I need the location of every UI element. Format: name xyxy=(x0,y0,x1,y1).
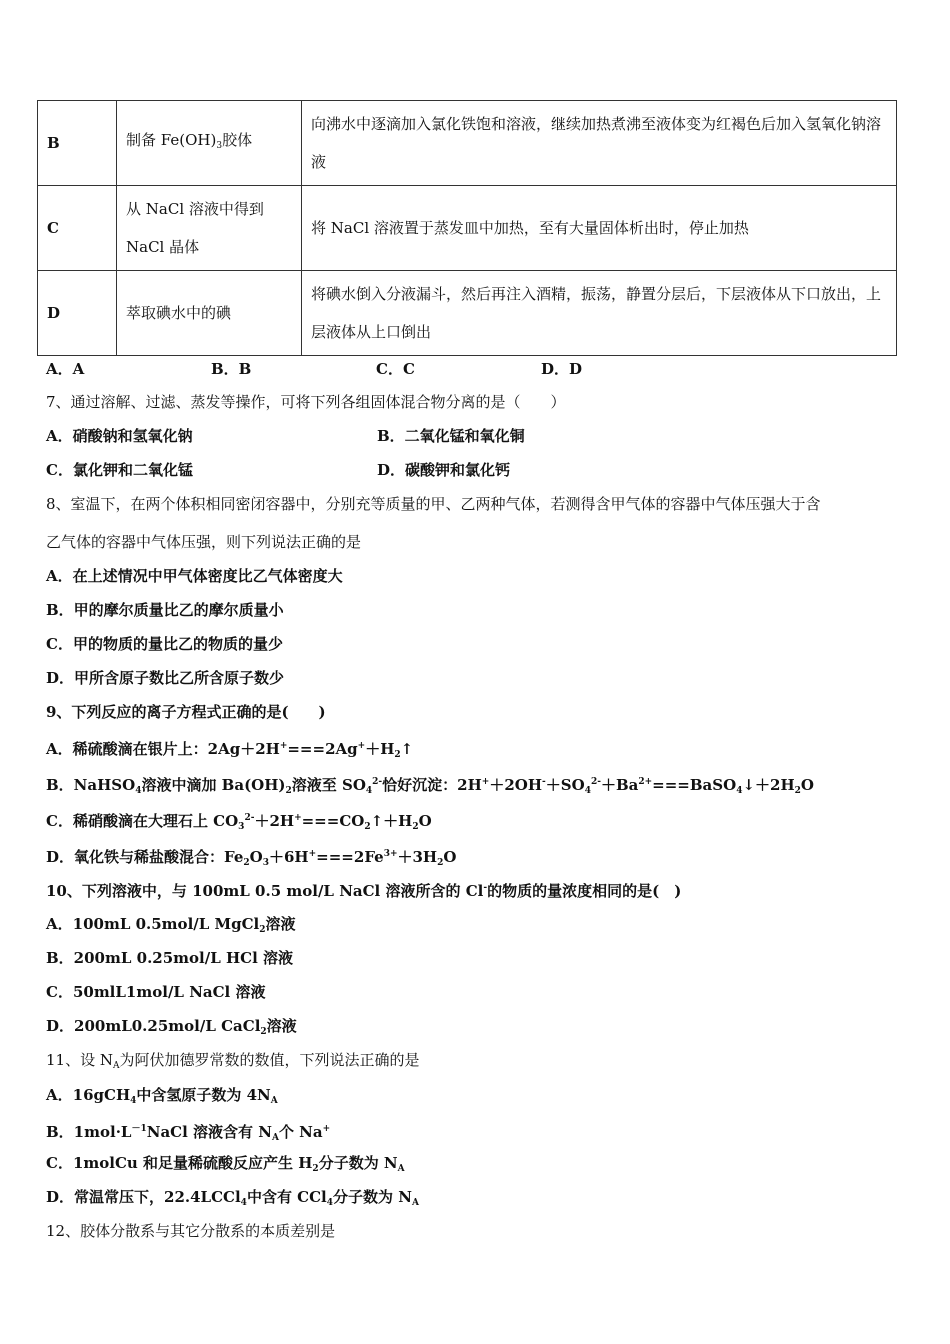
table-row xyxy=(38,271,897,356)
text-segment: D．200mL0.25mol/L CaCl xyxy=(46,1017,261,1035)
superscript: + xyxy=(322,1124,331,1134)
text-segment: 从 NaCl 溶液中得到 NaCl 晶体 xyxy=(126,200,264,256)
text-segment: ===2Fe xyxy=(316,848,384,866)
text-segment: ＋Ba xyxy=(600,776,639,794)
subscript: 2 xyxy=(364,822,371,832)
text-segment: D．氧化铁与稀盐酸混合：Fe xyxy=(46,848,244,866)
text-segment: 向沸水中逐滴加入氯化铁饱和溶液，继续加热煮沸至液体变为红褐色后加入氢氧化钠溶液 xyxy=(311,115,882,171)
answer-option xyxy=(46,600,284,620)
superscript: 2- xyxy=(372,777,383,787)
text-segment: D xyxy=(47,304,61,322)
text-segment: B．NaHSO xyxy=(46,776,136,794)
row-label xyxy=(38,101,117,186)
text-segment: ↑＋H xyxy=(370,812,413,830)
subscript: 3 xyxy=(238,822,245,832)
purpose-cell xyxy=(117,186,302,271)
subscript: A xyxy=(397,1164,405,1174)
text-segment: A．硝酸钠和氢氧化钠 xyxy=(46,427,193,445)
text-segment: 11、设 N xyxy=(46,1051,113,1069)
answer-option xyxy=(46,634,283,654)
answer-option xyxy=(46,772,814,801)
text-segment: 为阿伏加德罗常数的数值，下列说法正确的是 xyxy=(119,1051,420,1069)
text-segment: NaCl 溶液含有 N xyxy=(146,1123,272,1141)
subscript: 2 xyxy=(437,858,444,868)
text-segment: 8、室温下，在两个体积相同密闭容器中，分别充等质量的甲、乙两种气体，若测得含甲气体的容器中气体压强大于含 xyxy=(46,495,821,513)
superscript: + xyxy=(294,813,302,823)
text-segment: ＋2H xyxy=(254,812,295,830)
answer-option xyxy=(46,1119,330,1148)
subscript: A xyxy=(112,1061,120,1071)
subscript: 2 xyxy=(312,1164,319,1174)
purpose-cell xyxy=(117,271,302,356)
subscript: 4 xyxy=(736,786,743,796)
text-segment: ===CO xyxy=(301,812,365,830)
text-segment: ↑ xyxy=(400,740,414,758)
text-segment: C．1molCu 和足量稀硫酸反应产生 H xyxy=(46,1154,313,1172)
text-segment: 12、胶体分散系与其它分散系的本质差别是 xyxy=(46,1222,336,1240)
text-segment: C xyxy=(47,219,59,237)
text-segment: B．1mol·L xyxy=(46,1123,132,1141)
answer-option xyxy=(46,1153,405,1179)
question-stem xyxy=(46,392,566,412)
subscript: A xyxy=(270,1096,278,1106)
text-segment: O xyxy=(800,776,814,794)
method-cell xyxy=(302,101,897,186)
q6-options xyxy=(46,359,582,379)
subscript: 2 xyxy=(259,925,266,935)
answer-option xyxy=(46,914,296,940)
answer-option xyxy=(46,982,265,1002)
text-segment: B．200mL 0.25mol/L HCl 溶液 xyxy=(46,949,294,967)
text-segment: O xyxy=(443,848,457,866)
option-b: B．B xyxy=(211,360,252,378)
text-segment: 9、下列反应的离子方程式正确的是( ) xyxy=(46,703,326,721)
subscript: 4 xyxy=(326,1198,334,1208)
subscript: 2 xyxy=(412,822,419,832)
table-row xyxy=(38,101,897,186)
answer-option xyxy=(46,808,432,837)
subscript: A xyxy=(411,1198,419,1208)
subscript: 4 xyxy=(584,786,591,796)
superscript: －1 xyxy=(131,1124,147,1134)
method-cell xyxy=(302,271,897,356)
method-cell xyxy=(302,186,897,271)
subscript: 2 xyxy=(243,858,250,868)
subscript: 4 xyxy=(130,1096,137,1106)
text-segment: 中含氢原子数为 4N xyxy=(136,1086,271,1104)
text-segment: C．甲的物质的量比乙的物质的量少 xyxy=(46,635,283,653)
text-segment: D．碳酸钾和氯化钙 xyxy=(377,461,511,479)
answer-option xyxy=(46,702,326,722)
text-segment: B．二氧化锰和氧化铜 xyxy=(377,427,525,445)
table-row xyxy=(38,186,897,271)
text-segment: A．100mL 0.5mol/L MgCl xyxy=(46,915,260,933)
answer-option xyxy=(46,460,510,480)
subscript: 4 xyxy=(135,786,142,796)
text-segment: C．50mlL1mol/L NaCl 溶液 xyxy=(46,983,266,1001)
answer-option xyxy=(46,736,413,765)
superscript: + xyxy=(481,777,490,787)
purpose-cell xyxy=(117,101,302,186)
answer-option xyxy=(46,566,343,586)
text-segment: 分子数为 N xyxy=(333,1188,412,1206)
answer-option xyxy=(46,878,681,901)
text-segment: 中含有 CCl xyxy=(246,1188,327,1206)
text-segment: ＋H xyxy=(365,740,395,758)
text-segment: 溶液 xyxy=(266,1017,297,1035)
text-segment: D．常温常压下，22.4LCCl xyxy=(46,1188,241,1206)
subscript: 2 xyxy=(260,1027,267,1037)
text-segment: A．16gCH xyxy=(46,1086,131,1104)
answer-option xyxy=(46,426,525,446)
question-stem xyxy=(46,1221,335,1241)
text-segment: 的物质的量浓度相同的是( ) xyxy=(487,882,682,900)
option-c: C．C xyxy=(376,360,415,378)
subscript: 2 xyxy=(394,750,401,760)
text-segment: 将 NaCl 溶液置于蒸发皿中加热，至有大量固体析出时，停止加热 xyxy=(311,219,749,237)
answer-option xyxy=(46,948,293,968)
superscript: - xyxy=(542,777,546,787)
text-segment: ＋3H xyxy=(397,848,438,866)
answer-option xyxy=(46,1085,278,1111)
text-segment: 个 Na xyxy=(278,1123,323,1141)
text-segment: 溶液 xyxy=(265,915,296,933)
subscript: 3 xyxy=(262,858,269,868)
row-label xyxy=(38,186,117,271)
text-segment: A．稀硫酸滴在银片上：2Ag＋2H xyxy=(46,740,280,758)
text-segment: O xyxy=(418,812,432,830)
answer-option xyxy=(46,1016,297,1042)
subscript: 4 xyxy=(240,1198,247,1208)
text-segment: ↓＋2H xyxy=(742,776,795,794)
superscript: 3+ xyxy=(383,849,398,859)
text-segment: C．氯化钾和二氧化锰 xyxy=(46,461,193,479)
text-segment: D．甲所含原子数比乙所含原子数少 xyxy=(46,669,285,687)
text-segment: 7、通过溶解、过滤、蒸发等操作，可将下列各组固体混合物分离的是（ ） xyxy=(46,393,566,411)
text-segment: B xyxy=(47,134,60,152)
text-segment: 制备 Fe(OH) xyxy=(126,131,217,149)
text-segment: 恰好沉淀：2H xyxy=(382,776,482,794)
text-segment: C．稀硝酸滴在大理石上 CO xyxy=(46,812,239,830)
text-segment: ＋2OH xyxy=(489,776,543,794)
superscript: + xyxy=(279,741,288,751)
row-label xyxy=(38,271,117,356)
question-stem xyxy=(46,494,821,514)
superscript: + xyxy=(308,849,317,859)
option-a: A．A xyxy=(46,360,85,378)
text-segment: 将碘水倒入分液漏斗，然后再注入酒精，振荡，静置分层后，下层液体从下口放出，上层液体从上口倒出 xyxy=(311,285,882,341)
option-right xyxy=(377,460,510,480)
text-segment: 分子数为 N xyxy=(318,1154,398,1172)
text-segment: ===BaSO xyxy=(652,776,737,794)
question-stem xyxy=(46,1050,420,1076)
text-segment: O xyxy=(249,848,263,866)
text-segment: 10、下列溶液中，与 100mL 0.5 mol/L NaCl 溶液所含的 Cl xyxy=(46,882,484,900)
superscript: + xyxy=(357,741,366,751)
text-segment: ===2Ag xyxy=(287,740,358,758)
subscript: A xyxy=(271,1133,279,1143)
option-right xyxy=(377,426,525,446)
subscript: 3 xyxy=(216,141,223,151)
answer-option xyxy=(46,844,456,873)
text-segment: 萃取碘水中的碘 xyxy=(126,304,232,322)
question-stem xyxy=(46,532,361,552)
superscript: 2- xyxy=(244,813,255,823)
subscript: 4 xyxy=(365,786,373,796)
text-segment: 溶液至 SO xyxy=(291,776,366,794)
text-segment: 溶液中滴加 Ba(OH) xyxy=(141,776,286,794)
option-left xyxy=(46,426,377,446)
answer-option xyxy=(46,668,284,688)
text-segment: A．在上述情况中甲气体密度比乙气体密度大 xyxy=(46,567,343,585)
text-segment: 胶体 xyxy=(222,131,253,149)
superscript: 2- xyxy=(590,777,601,787)
text-segment: B．甲的摩尔质量比乙的摩尔质量小 xyxy=(46,601,284,619)
superscript: 2+ xyxy=(638,777,653,787)
text-segment: ＋6H xyxy=(269,848,309,866)
text-segment: ＋SO xyxy=(545,776,585,794)
answer-option xyxy=(46,1187,419,1213)
superscript: - xyxy=(483,883,488,893)
option-d: D．D xyxy=(541,360,583,378)
experiment-table xyxy=(37,100,897,356)
subscript: 2 xyxy=(794,786,801,796)
option-left xyxy=(46,460,377,480)
subscript: 2 xyxy=(285,786,292,796)
text-segment: 乙气体的容器中气体压强，则下列说法正确的是 xyxy=(46,533,362,551)
